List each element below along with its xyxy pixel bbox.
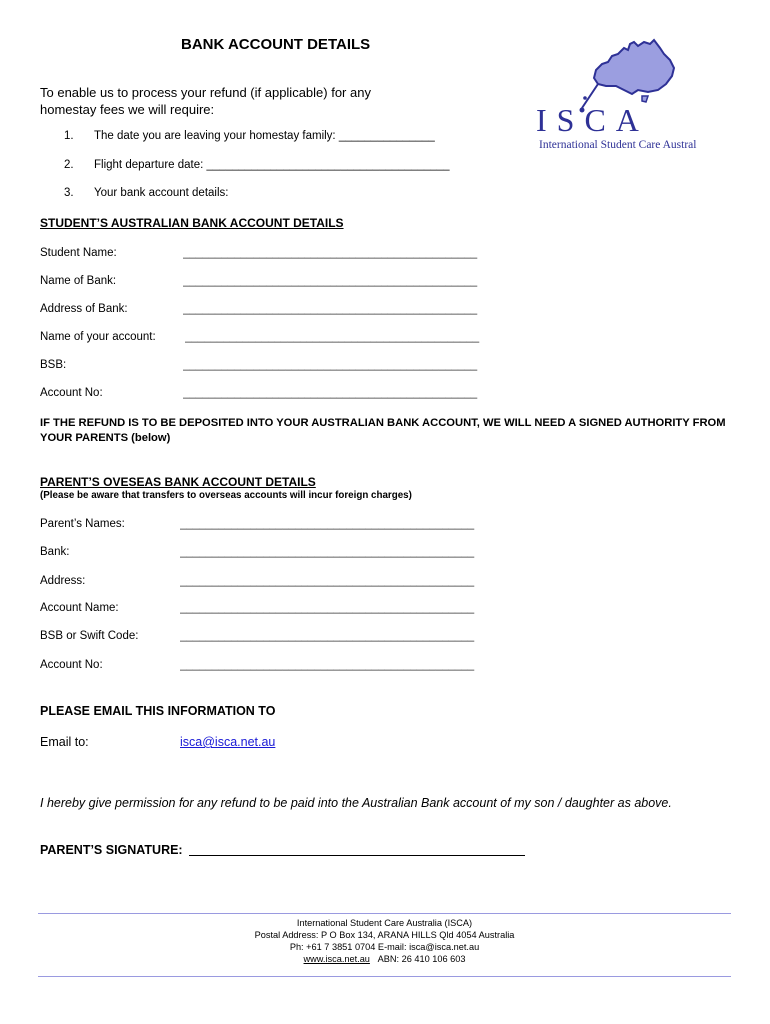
field-label-address: Address: (40, 575, 86, 587)
bank-line[interactable]: ______________________________________________ (180, 546, 475, 558)
email-link[interactable]: isca@isca.net.au (180, 735, 276, 749)
footer-web-abn (38, 953, 731, 965)
signature-line[interactable] (189, 855, 525, 856)
foreign-charges-note: (Please be aware that transfers to overseas accounts will incur foreign charges) (40, 490, 412, 501)
name-of-bank-line[interactable]: ______________________________________________ (183, 275, 478, 287)
student-section-heading: STUDENT’S AUSTRALIAN BANK ACCOUNT DETAILS (40, 216, 344, 230)
page-title: BANK ACCOUNT DETAILS (181, 36, 371, 53)
item-text: Flight departure date: ______________________________________ (94, 159, 450, 171)
account-no-line[interactable]: ______________________________________________ (183, 387, 478, 399)
account-name-line[interactable]: ______________________________________________ (185, 331, 480, 343)
permission-statement: I hereby give permission for any refund to be paid into the Australian Bank account of my son / daughter as above. (40, 796, 672, 810)
intro-text: To enable us to process your refund (if applicable) for any homestay fees we will require: (40, 85, 371, 117)
field-label-name-of-bank: Name of Bank: (40, 275, 117, 287)
item-number: 2. (64, 159, 74, 171)
field-label-account-no: Account No: (40, 387, 103, 399)
parent-account-no-line[interactable]: ______________________________________________ (180, 659, 475, 671)
item-text: Your bank account details: (94, 187, 229, 199)
field-label-student-name: Student Name: (40, 247, 117, 259)
item-text: The date you are leaving your homestay family: _______________ (94, 130, 435, 142)
field-label-bsb-swift: BSB or Swift Code: (40, 630, 139, 642)
footer-contact: Ph: +61 7 3851 0704 E-mail: isca@isca.net.au (289, 942, 480, 952)
logo-wordmark: ISCA (536, 102, 649, 138)
parent-section-heading: PARENT’S OVESEAS BANK ACCOUNT DETAILS (40, 475, 316, 489)
student-name-line[interactable]: ______________________________________________ (183, 247, 478, 259)
footer-bottom-rule (38, 976, 731, 977)
footer-abn: ABN: 26 410 106 603 (377, 954, 466, 964)
logo-caption: International Student Care Austral (539, 139, 697, 151)
footer-postal-address: Postal Address: P O Box 134, ARANA HILLS Qld 4054 Australia (254, 930, 515, 940)
field-label-parent-account-name: Account Name: (40, 602, 119, 614)
field-label-bank: Bank: (40, 546, 70, 558)
field-label-bsb: BSB: (40, 359, 67, 371)
email-heading: PLEASE EMAIL THIS INFORMATION TO (40, 704, 276, 718)
address-line[interactable]: ______________________________________________ (180, 575, 475, 587)
signature-label: PARENT’S SIGNATURE: (40, 843, 183, 857)
footer-top-rule (38, 913, 731, 914)
bsb-line[interactable]: ______________________________________________ (183, 359, 478, 371)
email-label: Email to: (40, 735, 89, 749)
field-label-parents-names: Parent’s Names: (40, 518, 125, 530)
address-of-bank-line[interactable]: ______________________________________________ (183, 303, 478, 315)
parent-account-name-line[interactable]: ______________________________________________ (180, 602, 475, 614)
footer-website-link[interactable]: www.isca.net.au (303, 954, 370, 964)
bsb-swift-line[interactable]: ______________________________________________ (180, 630, 475, 642)
footer-org-name: International Student Care Australia (ISCA) (296, 918, 473, 928)
parents-names-line[interactable]: ______________________________________________ (180, 518, 475, 530)
field-label-account-name: Name of your account: (40, 331, 156, 343)
field-label-address-of-bank: Address of Bank: (40, 303, 128, 315)
isca-logo (536, 34, 736, 154)
field-label-parent-account-no: Account No: (40, 659, 103, 671)
item-number: 3. (64, 187, 74, 199)
footer (38, 917, 731, 965)
parent-signature (40, 843, 525, 857)
item-number: 1. (64, 130, 74, 142)
refund-authority-note: IF THE REFUND IS TO BE DEPOSITED INTO YOUR AUSTRALIAN BANK ACCOUNT, WE WILL NEED A SIGNED AUTHORITY FROM YOUR PARENTS (below) (40, 417, 726, 444)
